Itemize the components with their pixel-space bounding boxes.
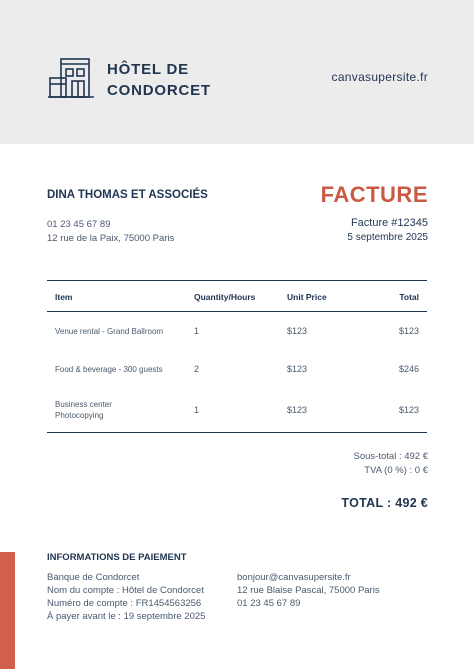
document-title: FACTURE [320,182,428,207]
hotel-name-line2: CONDORCET [107,82,211,99]
client-address: 12 rue de la Paix, 75000 Paris [47,233,175,244]
payment-email[interactable]: bonjour@canvasupersite.fr [237,572,351,583]
table-row [47,389,427,432]
tax-amount: TVA (0 %) : 0 € [364,465,428,476]
row-quantity: 2 [194,364,200,374]
payment-address: 12 rue Blaise Pascal, 75000 Paris [237,585,380,596]
payment-phone: 01 23 45 67 89 [237,598,301,609]
row-item-line2: Photocopying [55,411,104,420]
subtotal: Sous-total : 492 € [353,451,428,462]
table-row [47,349,427,389]
invoice-header [0,0,474,144]
row-quantity: 1 [194,326,200,336]
payment-account-name: Nom du compte : Hôtel de Condorcet [47,585,204,596]
site-url[interactable]: canvasupersite.fr [331,70,428,84]
row-total: $246 [398,364,419,374]
payment-bank: Banque de Condorcet [47,572,140,583]
header-item: Item [55,292,73,302]
client-name: DINA THOMAS ET ASSOCIÉS [47,189,208,201]
invoice-date: 5 septembre 2025 [347,232,428,243]
hotel-name-line1: HÔTEL DE [107,61,189,78]
building-icon [47,56,95,98]
row-unit-price: $123 [287,364,308,374]
header-total: Total [399,292,419,302]
grand-total: TOTAL : 492 € [341,496,428,510]
payment-account-number: Numéro de compte : FR1454563256 [47,598,202,609]
table-row [47,312,427,349]
row-unit-price: $123 [287,405,308,415]
row-quantity: 1 [194,405,200,415]
payment-due-date: À payer avant le : 19 septembre 2025 [47,611,206,622]
hotel-name [107,59,211,101]
items-table [47,280,427,433]
invoice-number: Facture #12345 [350,217,428,229]
header-quantity: Quantity/Hours [194,292,256,302]
payment-heading: INFORMATIONS DE PAIEMENT [47,552,187,563]
header-unit-price: Unit Price [287,292,327,302]
row-total: $123 [398,326,419,336]
row-item-line1: Business center [55,400,112,409]
row-item: Food & beverage - 300 guests [55,365,163,374]
row-unit-price: $123 [287,326,308,336]
accent-bar [0,552,15,669]
table-header [47,281,427,312]
client-phone: 01 23 45 67 89 [47,219,111,230]
row-total: $123 [398,405,419,415]
row-item: Venue rental - Grand Ballroom [55,327,164,336]
